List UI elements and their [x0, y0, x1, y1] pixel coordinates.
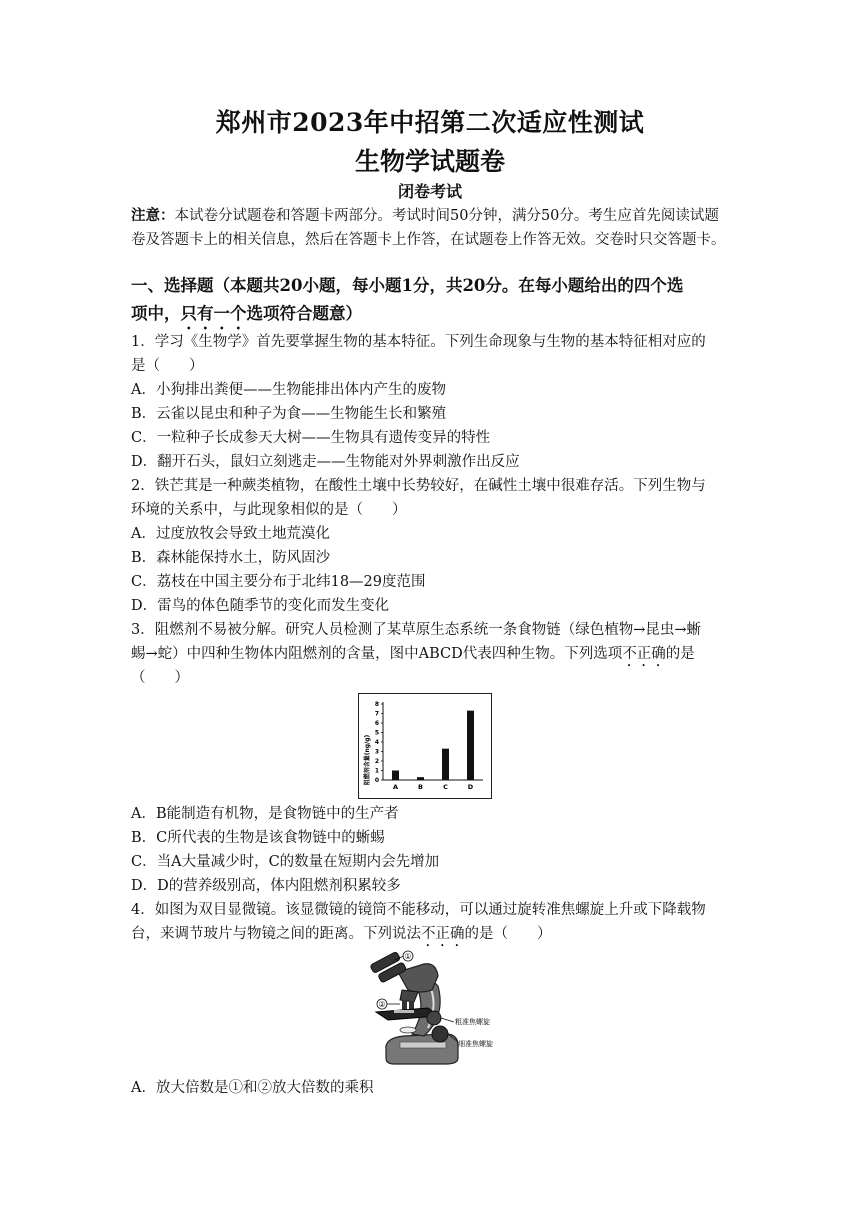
chart-ylabel: 阻燃剂含量(ng/g) — [364, 734, 371, 786]
question-4-emphasis: 不正确 — [421, 926, 465, 942]
question-3-option-a: A．B能制造有机物，是食物链中的生产者 — [131, 806, 399, 822]
question-4-stem-part: 台，来调节玻片与物镜之间的距离。下列说法 — [131, 926, 421, 942]
question-4-option-a: A．放大倍数是①和②放大倍数的乘积 — [131, 1080, 374, 1096]
microscope-label-2: ② — [378, 1000, 386, 1009]
chart-y-tick-label: 6 — [374, 720, 379, 727]
section-heading-part: 项中， — [131, 304, 181, 323]
question-2-option-c: C．荔枝在中国主要分布于北纬18—29度范围 — [131, 574, 426, 590]
chart-y-tick-label: 3 — [374, 748, 379, 756]
question-4-stem-part: 的是（ ） — [464, 926, 552, 942]
question-4-stem-cont — [131, 922, 736, 950]
exam-type: 闭卷考试 — [397, 182, 462, 201]
chart-bar — [467, 711, 474, 780]
chart-bar — [392, 771, 399, 781]
page-title: 郑州市2023年中招第二次适应性测试 — [215, 108, 645, 137]
chart-y-tick-label: 7 — [374, 710, 379, 718]
fine-focus-label: 细准焦螺旋 — [458, 1040, 493, 1048]
chart-y-tick-label: 1 — [374, 767, 379, 775]
question-2-option-d: D．雷鸟的体色随季节的变化而发生变化 — [131, 598, 390, 614]
question-3-blank: （ ） — [131, 670, 189, 686]
question-3-option-d: D．D的营养级别高，体内阻燃剂积累较多 — [131, 878, 401, 894]
microscope-image — [354, 950, 514, 1072]
microscope-label-1: ① — [404, 952, 412, 961]
notice-label: 注意： — [131, 207, 175, 224]
coarse-focus-label: 粗准焦螺旋 — [455, 1018, 490, 1026]
chart-y-tick-label: 5 — [374, 729, 379, 737]
question-2-stem-cont: 环境的关系中，与此现象相似的是（ ） — [131, 502, 407, 518]
chart-category-label: A — [392, 783, 399, 791]
question-2-option-a: A．过度放牧会导致土地荒漠化 — [131, 526, 330, 542]
microscope-figure — [354, 950, 514, 1072]
chart-category-label: D — [467, 783, 474, 791]
flame-retardant-chart — [358, 693, 492, 799]
chart-bar — [417, 777, 424, 780]
question-2-stem: 2．铁芒萁是一种蕨类植物，在酸性土壤中长势较好，在碱性土壤中很难存活。下列生物与 — [131, 478, 706, 494]
section-heading — [131, 272, 736, 333]
question-1-stem-cont: 是（ ） — [131, 358, 204, 374]
question-1-option-d: D．翻开石头，鼠妇立刻逃走——生物能对外界刺激作出反应 — [131, 454, 520, 470]
question-3-stem-part: 蜴→蛇）中四种生物体内阻燃剂的含量，图中ABCD代表四种生物。下列选项 — [131, 646, 623, 662]
notice-text: 本试卷分试题卷和答题卡两部分。考试时间50分钟，满分50分。考生应首先阅读试题卷及答题卡上的相关信息，然后在答题卡上作答，在试题卷上作答无效。交卷时只交答题卡。 — [131, 208, 726, 248]
question-4-stem: 4．如图为双目显微镜。该显微镜的镜筒不能移动，可以通过旋转准焦螺旋上升或下降载物 — [131, 902, 706, 918]
section-heading-line-2 — [131, 300, 736, 333]
question-1-stem: 1．学习《生物学》首先要掌握生物的基本特征。下列生命现象与生物的基本特征相对应的 — [131, 334, 706, 350]
notice — [131, 204, 731, 252]
page-subtitle: 生物学试题卷 — [354, 147, 505, 176]
chart-y-tick-label: 4 — [374, 739, 379, 746]
chart-bar — [442, 749, 449, 780]
question-3-emphasis: 不正确 — [622, 646, 666, 662]
section-heading-emphasis: 只有一个 — [180, 304, 247, 323]
section-heading-part: 选项符合题意） — [246, 304, 362, 323]
chart-y-tick-label: 0 — [374, 777, 379, 784]
chart-y-tick-label: 2 — [374, 758, 379, 765]
question-1-option-a: A．小狗排出粪便——生物能排出体内产生的废物 — [131, 382, 446, 398]
chart-category-label: C — [443, 783, 448, 791]
bar-chart-svg — [359, 694, 491, 798]
chart-category-label: B — [418, 783, 423, 791]
chart-y-tick-label: 8 — [374, 701, 379, 708]
section-heading-line-1: 一、选择题（本题共20小题，每小题1分，共20分。在每小题给出的四个选 — [131, 276, 684, 295]
question-3-stem-part: 的是 — [665, 646, 695, 662]
question-2-option-b: B．森林能保持水土，防风固沙 — [131, 550, 331, 566]
question-3-stem: 3．阻燃剂不易被分解。研究人员检测了某草原生态系统一条食物链（绿色植物→昆虫→蜥 — [131, 622, 702, 638]
question-1-option-c: C．一粒种子长成参天大树——生物具有遗传变异的特性 — [131, 430, 491, 446]
question-3-option-c: C．当A大量减少时，C的数量在短期内会先增加 — [131, 854, 440, 870]
question-3-option-b: B．C所代表的生物是该食物链中的蜥蜴 — [131, 830, 385, 846]
question-1-option-b: B．云雀以昆虫和种子为食——生物能生长和繁殖 — [131, 406, 447, 422]
